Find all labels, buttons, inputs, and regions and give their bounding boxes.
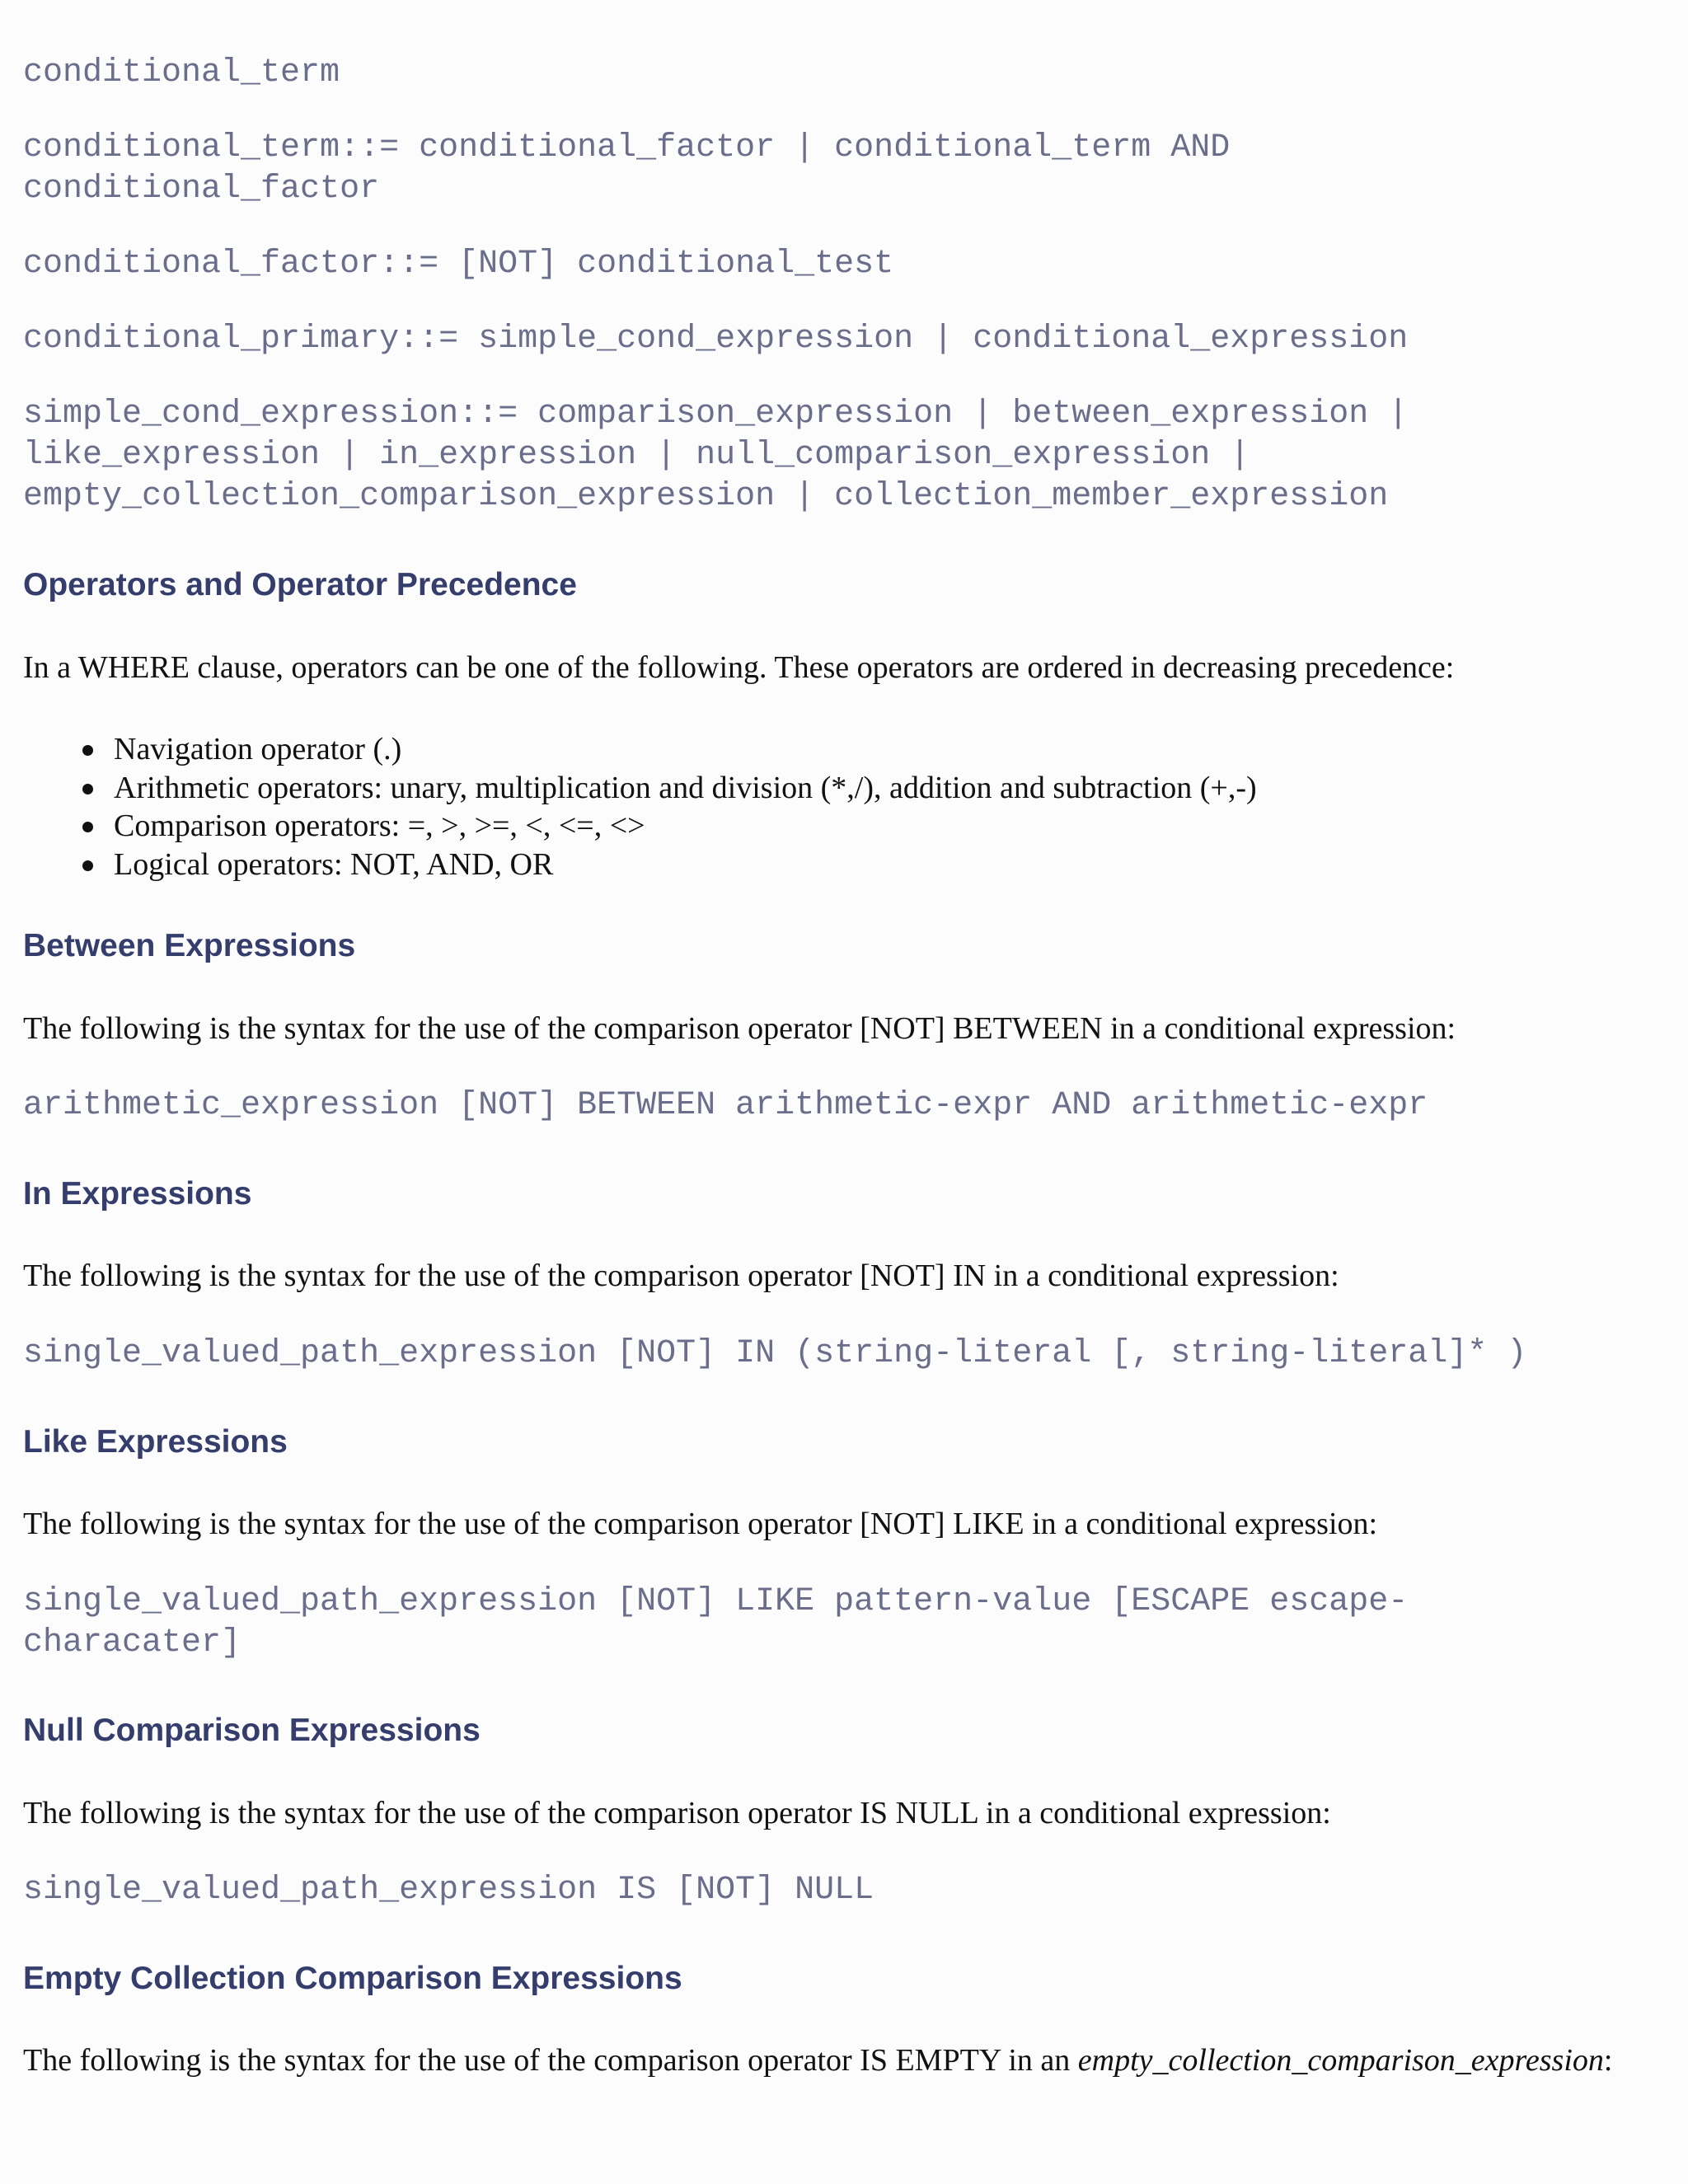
empty-collection-intro-suffix: :: [1603, 2043, 1613, 2078]
between-intro: The following is the syntax for the use of the comparison operator [NOT] BETWEEN in a conditional expression:: [23, 1011, 1456, 1046]
bullet-icon: [82, 745, 93, 756]
grammar-line-conditional-term-rule: conditional_term::= conditional_factor | conditional_term AND conditional_factor: [23, 129, 1231, 208]
operators-list: [23, 730, 1257, 883]
list-item-text: Navigation operator (.): [114, 732, 402, 766]
empty-collection-intro: [23, 2041, 1612, 2079]
bullet-icon: [82, 784, 93, 794]
heading-in-expressions: In Expressions: [23, 1176, 252, 1212]
empty-collection-intro-prefix: The following is the syntax for the use of the comparison operator IS EMPTY in an: [23, 2043, 1078, 2078]
grammar-line-conditional-term: conditional_term: [23, 54, 340, 91]
grammar-line-conditional-primary-rule: conditional_primary::= simple_cond_expression | conditional_expression: [23, 321, 1409, 358]
between-syntax-code: arithmetic_expression [NOT] BETWEEN arithmetic-expr AND arithmetic-expr: [23, 1087, 1428, 1124]
heading-empty-collection: Empty Collection Comparison Expressions: [23, 1961, 682, 1996]
list-item: [23, 846, 1257, 884]
list-item-text: Logical operators: NOT, AND, OR: [114, 846, 554, 882]
list-item: [23, 730, 1257, 769]
heading-operators: Operators and Operator Precedence: [23, 567, 577, 602]
null-comparison-syntax-code: single_valued_path_expression IS [NOT] NULL: [23, 1872, 874, 1909]
list-item-text: Arithmetic operators: unary, multiplication and division (*,/), addition and subtraction (+,-): [114, 770, 1257, 805]
null-comparison-intro: The following is the syntax for the use of the comparison operator IS NULL in a conditional expression:: [23, 1796, 1331, 1830]
like-expressions-intro: The following is the syntax for the use of the comparison operator [NOT] LIKE in a conditional expression:: [23, 1507, 1378, 1541]
like-expressions-syntax-code: single_valued_path_expression [NOT] LIKE pattern-value [ESCAPE escape- characater]: [23, 1583, 1409, 1661]
heading-between: Between Expressions: [23, 928, 356, 963]
heading-null-comparison: Null Comparison Expressions: [23, 1713, 481, 1748]
operators-intro: In a WHERE clause, operators can be one of the following. These operators are ordered in decreasing precedence:: [23, 650, 1455, 685]
grammar-line-simple-cond-expression-rule: simple_cond_expression::= comparison_expression | between_expression | like_expression | in_expression | null_comparison_expression | empty_collection_comparison_expression | collection_member_expression: [23, 396, 1409, 515]
grammar-line-conditional-factor-rule: conditional_factor::= [NOT] conditional_test: [23, 246, 894, 283]
list-item: [23, 769, 1257, 808]
bullet-icon: [82, 822, 93, 832]
bullet-icon: [82, 860, 93, 871]
empty-collection-intro-term: empty_collection_comparison_expression: [1077, 2043, 1604, 2078]
heading-like-expressions: Like Expressions: [23, 1424, 288, 1460]
list-item: [23, 807, 1257, 846]
in-expressions-intro: The following is the syntax for the use of the comparison operator [NOT] IN in a conditional expression:: [23, 1258, 1339, 1293]
list-item-text: Comparison operators: =, >, >=, <, <=, <>: [114, 808, 645, 843]
in-expressions-syntax-code: single_valued_path_expression [NOT] IN (string-literal [, string-literal]* ): [23, 1335, 1527, 1372]
